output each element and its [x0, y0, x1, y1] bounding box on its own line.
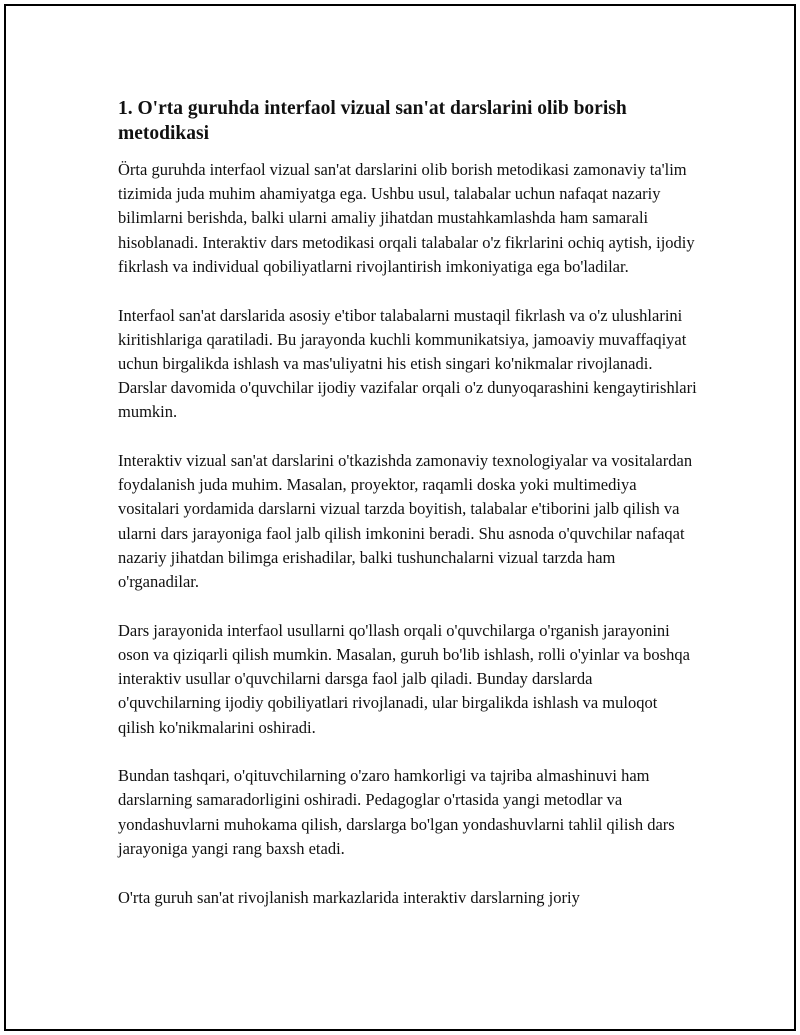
paragraph-1: Örta guruhda interfaol vizual san'at darslarini olib borish metodikasi zamonaviy ta'lim tizimida juda muhim ahamiyatga ega. Ushbu usul, talabalar uchun nafaqat nazariy bilimlarni berishda, balki ularni amaliy jihatdan mustahkamlashda ham samarali hisoblanadi. Interaktiv dars metodikasi orqali talabalar o'z fikrlarini ochiq aytish, ijodiy fikrlash va individual qobiliyatlarni rivojlantirish imkoniyatiga ega bo'ladilar. [118, 160, 695, 276]
paragraph-3: Interaktiv vizual san'at darslarini o'tkazishda zamonaviy texnologiyalar va vositalardan foydalanish juda muhim. Masalan, proyektor, raqamli doska yoki multimediya vositalari yordamida darslarni vizual tarzda boyitish, talabalar e'tiborini jalb qilish va ularni dars jarayoniga faol jalb qilish imkonini beradi. Shu asnoda o'quvchilar nafaqat nazariy jihatdan bilimga erishadilar, balki tushunchalarni vizual tarzda ham o'rganadilar. [118, 451, 693, 592]
paragraph-5: Bundan tashqari, o'qituvchilarning o'zaro hamkorligi va tajriba almashinuvi ham darslarning samaradorligini oshiradi. Pedagoglar o'rtasida yangi metodlar va yondashuvlarni muhokama qilish, darslarga bo'lgan yondashuvlarni tahlil qilish dars jarayoniga yangi rang baxsh etadi. [118, 766, 675, 858]
document-body [118, 96, 698, 934]
paragraph-6: O'rta guruh san'at rivojlanish markazlarida interaktiv darslarning joriy [118, 887, 580, 907]
paragraph-2: Interfaol san'at darslarida asosiy e'tibor talabalarni mustaqil fikrlash va o'z ulushlarini kiritishlariga qaratiladi. Bu jarayonda kuchli kommunikatsiya, jamoaviy muvaffaqiyat uchun birgalikda ishlash va mas'uliyatni his etish singari ko'nikmalar rivojlanadi. Darslar davomida o'quvchilar ijodiy vazifalar orqali o'z dunyoqarashini kengaytirishlari mumkin. [118, 305, 697, 422]
paragraph-4: Dars jarayonida interfaol usullarni qo'llash orqali o'quvchilarga o'rganish jarayonini oson va qiziqarli qilish mumkin. Masalan, guruh bo'lib ishlash, rolli o'yinlar va boshqa interaktiv usullar o'quvchilarni darsga faol jalb qiladi. Bunday darslarda o'quvchilarning ijodiy qobiliyatlari rivojlanadi, ular birgalikda ishlash va muloqot qilish ko'nikmalarini oshiradi. [118, 620, 690, 737]
section-heading: 1. O'rta guruhda interfaol vizual san'at darslarini olib borish metodikasi [118, 98, 627, 144]
